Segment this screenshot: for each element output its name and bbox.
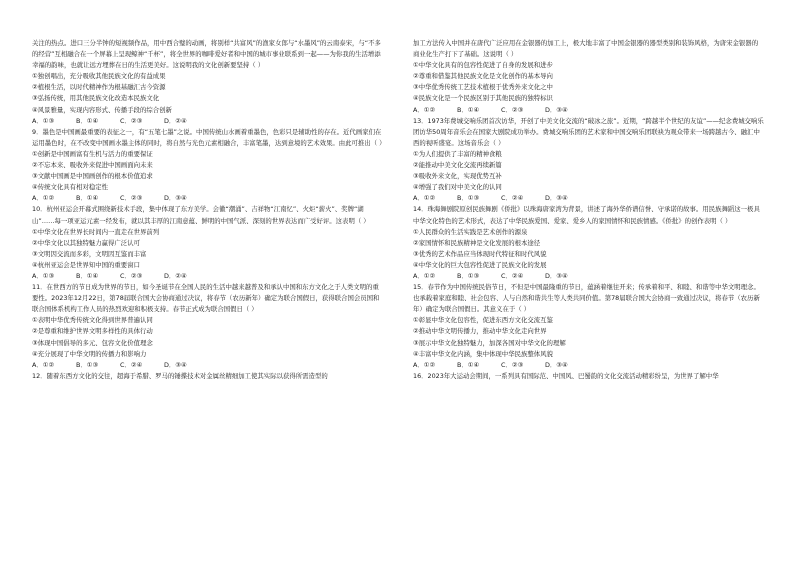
q14-option-2: ②家国情怀和民族精神是文化发展的根本途径	[413, 238, 541, 247]
choice-a[interactable]: A．①③	[32, 271, 55, 280]
choice-b[interactable]: B．①③	[457, 194, 480, 203]
choice-b[interactable]: B．①④	[76, 194, 99, 203]
choice-c[interactable]: C．②③	[120, 194, 143, 203]
choice-c[interactable]: C．②④	[501, 194, 524, 203]
choice-d[interactable]: D．②④	[164, 116, 187, 125]
q15-option-1: ①彰显中华文化包容性，促进东西方文化交流互鉴	[413, 316, 553, 325]
q8-option-4: ④风景雅量，实现内容形式、传播手段的综合创新	[32, 105, 172, 114]
choice-b[interactable]: B．①③	[457, 271, 480, 280]
q9-stem: 9．墨色是中国画最重要的表征之一，有“五笔七墨”之说。中国传统山水画着重墨色，色彩只是辅助性的存在。近代画家们在运用墨色时，在不改变中国画水墨主体的同时，将自然与光色元素相融合，丰富笔墨，达到意境的艺术效果。由此可推出（ ）	[32, 127, 386, 147]
q15-option-2: ②推动中华文明传播力，推动中华文化走向世界	[413, 327, 547, 336]
q14-option-1: ①人民群众的生活实践是艺术创作的源泉	[413, 227, 528, 236]
q11-stem: 11．在世西方的节日成为世界的节日，如今圣诞节在全国人民的生活中越来越普及和承认中国和东方文化之于人类文明的重要性。2023年12月22日，第78届联合国大会协商通过决议，将春节（农历新年）确定为联合国假日，获得联合国会员国和联合国体系机构工作人员的热烈欢迎和积极支持。春节正式成为联合国假日（ ）	[32, 283, 380, 314]
choice-c[interactable]: C．②③	[120, 116, 143, 125]
choice-a[interactable]: A．①②	[413, 105, 436, 114]
choice-b[interactable]: B．①④	[457, 360, 480, 369]
choice-b[interactable]: B．①④	[457, 105, 480, 114]
q10-option-1: ①中华文化在世界长时间内一直走在世界前列	[32, 227, 160, 236]
left-column	[32, 38, 386, 532]
q9-option-1: ①创新是中国画富有生机与活力的重要保证	[32, 149, 153, 158]
choice-a[interactable]: A．①②	[413, 194, 436, 203]
choice-c[interactable]: C．②③	[501, 105, 524, 114]
choice-d[interactable]: D．②④	[164, 271, 187, 280]
q12-option-3: ③中华优秀传统工艺技术植根于优秀外来文化之中	[413, 83, 553, 92]
q11-choices	[32, 360, 383, 371]
q14-option-3: ③优秀的艺术作品应当体现时代特征和时代风貌	[413, 249, 547, 258]
q11-option-4: ④充分展现了中华文明的传播力和影响力	[32, 349, 147, 358]
q15-option-3: ③展示中华文化独特魅力，加深各国对中华文化的理解	[413, 338, 566, 347]
q13-option-3: ③吸收外来文化，实现优势互补	[413, 172, 502, 181]
q12-option-4: ④民族文化是一个民族区别于其他民族的独特标识	[413, 94, 553, 103]
q11-option-3: ③体现中国倡导的多元、包容文化价值理念	[32, 338, 153, 347]
q16-stem: 16．2023年大运动会期间，一系列具有国际范、中国风、巴蜀韵的文化交流活动精彩纷呈，为世界了解中华	[413, 371, 719, 380]
choice-d[interactable]: D．③④	[164, 360, 187, 369]
q11-option-1: ①表明中华优秀传统文化得到世界普遍认同	[32, 316, 153, 325]
q13-option-4: ④增强了我们对中美文化的认同	[413, 183, 502, 192]
choice-d[interactable]: D．③④	[164, 194, 187, 203]
q8-choices	[32, 116, 383, 127]
choice-d[interactable]: D．③④	[545, 271, 568, 280]
q13-stem: 13．1973年费城交响乐团首次访华，开创了中美文化交流的“破冰之旅”。近期，“跨越半个世纪的友谊”——纪念费城交响乐团访华50周年音乐会在国家大剧院成功举办。费城交响乐团的艺术家和中国交响乐团联袂为观众带来一场跨越古今、融汇中西的视听盛宴。这场音乐会（ ）	[413, 116, 764, 147]
q11-option-2: ②是尊重和维护世界文明多样性的具体行动	[32, 327, 153, 336]
choice-c[interactable]: C．②③	[120, 271, 143, 280]
choice-a[interactable]: A．①②	[32, 194, 55, 203]
q10-option-2: ②中华文化以其独特魅力赢得广泛认可	[32, 238, 140, 247]
right-column	[413, 38, 764, 532]
q14-choices	[413, 271, 764, 282]
q9-option-2: ②不忘本来、吸收外来促进中国画面向未来	[32, 161, 153, 170]
q10-stem: 10．杭州亚运会开幕式围绕新技术手段，集中体现了东方美学。会徽“潮涌”、吉祥物“江南忆”、火炬“薪火”、奖牌“湖山”……每一项亚运元素一经发布，就以其丰厚的江南意蕴、鲜明的中国气派、深刻的世界表达而广受好评。这表明（ ）	[32, 205, 370, 225]
q12-option-2: ②尊重和借鉴其他民族文化是文化创作的基本导向	[413, 72, 553, 81]
q13-option-1: ①为人们提供了丰富的精神食粮	[413, 149, 502, 158]
choice-b[interactable]: B．①④	[76, 271, 99, 280]
q10-choices	[32, 271, 383, 282]
choice-b[interactable]: B．①④	[76, 116, 99, 125]
q12-stem-continued: 加工方法传入中国并在唐代广泛应用在金银器的加工上，极大地丰富了中国金银器的器型类别和装饰风格，为唐宋金银器的商业化生产打下了基础。这说明（ ）	[413, 39, 759, 59]
choice-c[interactable]: C．②③	[501, 360, 524, 369]
q8-option-2: ②植根生活，以时代精神作为根基融汇古今资源	[32, 83, 166, 92]
q8-option-1: ①独创唱出，充分吸收其他民族文化的有益成果	[32, 72, 166, 81]
q14-option-4: ④中华文化的巨大包容性促进了民族文化的发展	[413, 260, 547, 269]
choice-c[interactable]: C．②④	[120, 360, 143, 369]
choice-b[interactable]: B．①③	[76, 360, 99, 369]
q9-choices	[32, 193, 383, 204]
q10-option-3: ③文明因交流而多彩，文明因互鉴而丰富	[32, 249, 147, 258]
q12-option-1: ①中华文化具有的包容性促进了自身的发展和进步	[413, 61, 553, 70]
choice-a[interactable]: A．①②	[32, 360, 55, 369]
q15-stem: 15．春节作为中国传统民俗节日，不但是中国最隆重的节日，蕴涵着继往开来；传承着和平、和睦、和谐等中华文明理念。也承载着家庭和睦、社会包容、人与自然和谐共生等人类共同价值。第78届联合国大会协商一致通过决议，将春节（农历新年）确定为联合国假日。其意义在于（ ）	[413, 283, 760, 314]
choice-a[interactable]: A．①②	[413, 360, 436, 369]
q8-option-3: ③弘扬传统，用其他民族文化改造本民族文化	[32, 94, 160, 103]
q9-option-3: ③文献中国画是中国画创作的根本价值追求	[32, 172, 153, 181]
q15-option-4: ④丰富中华文化内涵，集中体现中华民族整体风貌	[413, 349, 553, 358]
q13-option-2: ②能推动中美文化交流再续新篇	[413, 161, 502, 170]
choice-d[interactable]: D．③④	[545, 194, 568, 203]
q12-choices	[413, 105, 764, 116]
q9-option-4: ④传统文化具有相对稳定性	[32, 183, 109, 192]
q15-choices	[413, 360, 764, 371]
choice-c[interactable]: C．②④	[501, 271, 524, 280]
q12-stem: 12．随着东西方文化的交往，超海于希腊、罗马的锤揲技术对金属丝精细加工使其实际以获得所需造型的	[32, 371, 328, 380]
choice-a[interactable]: A．①②	[413, 271, 436, 280]
choice-d[interactable]: D．③④	[545, 105, 568, 114]
q13-choices	[413, 193, 764, 204]
q10-option-4: ④杭州亚运会是世界知中国的重要窗口	[32, 260, 140, 269]
choice-d[interactable]: D．③④	[545, 360, 568, 369]
choice-a[interactable]: A．①③	[32, 116, 55, 125]
q8-intro: 关注的热点。进口三分半钟的短视频作品，用中西合璧的动画，将别样“共富风”的渔家女郎与“水墨风”的云南泰宋，与“不多的经营”互相融合在一个屏幕上呈现鲸神“千杯”，将全世界的咖啡爱好者和中国的城市事业联系到一起——为你我的生活增添幸福的韵味，也就让远方埋葬在日的生活更美好。这说明我的文化创新要坚持（ ）	[32, 39, 381, 70]
q14-stem: 14．珠海舞剧院原创民族舞剧《侨批》以珠海唐家湾为背景，讲述了海外华侨谱信誉、守承诺的故事。用民族舞蹈这一极具中华文化特色的艺术形式，表达了中华民族爱国、爱家、爱乡人的家国情怀和民族情感。《侨批》的创作表明（ ）	[413, 205, 760, 225]
